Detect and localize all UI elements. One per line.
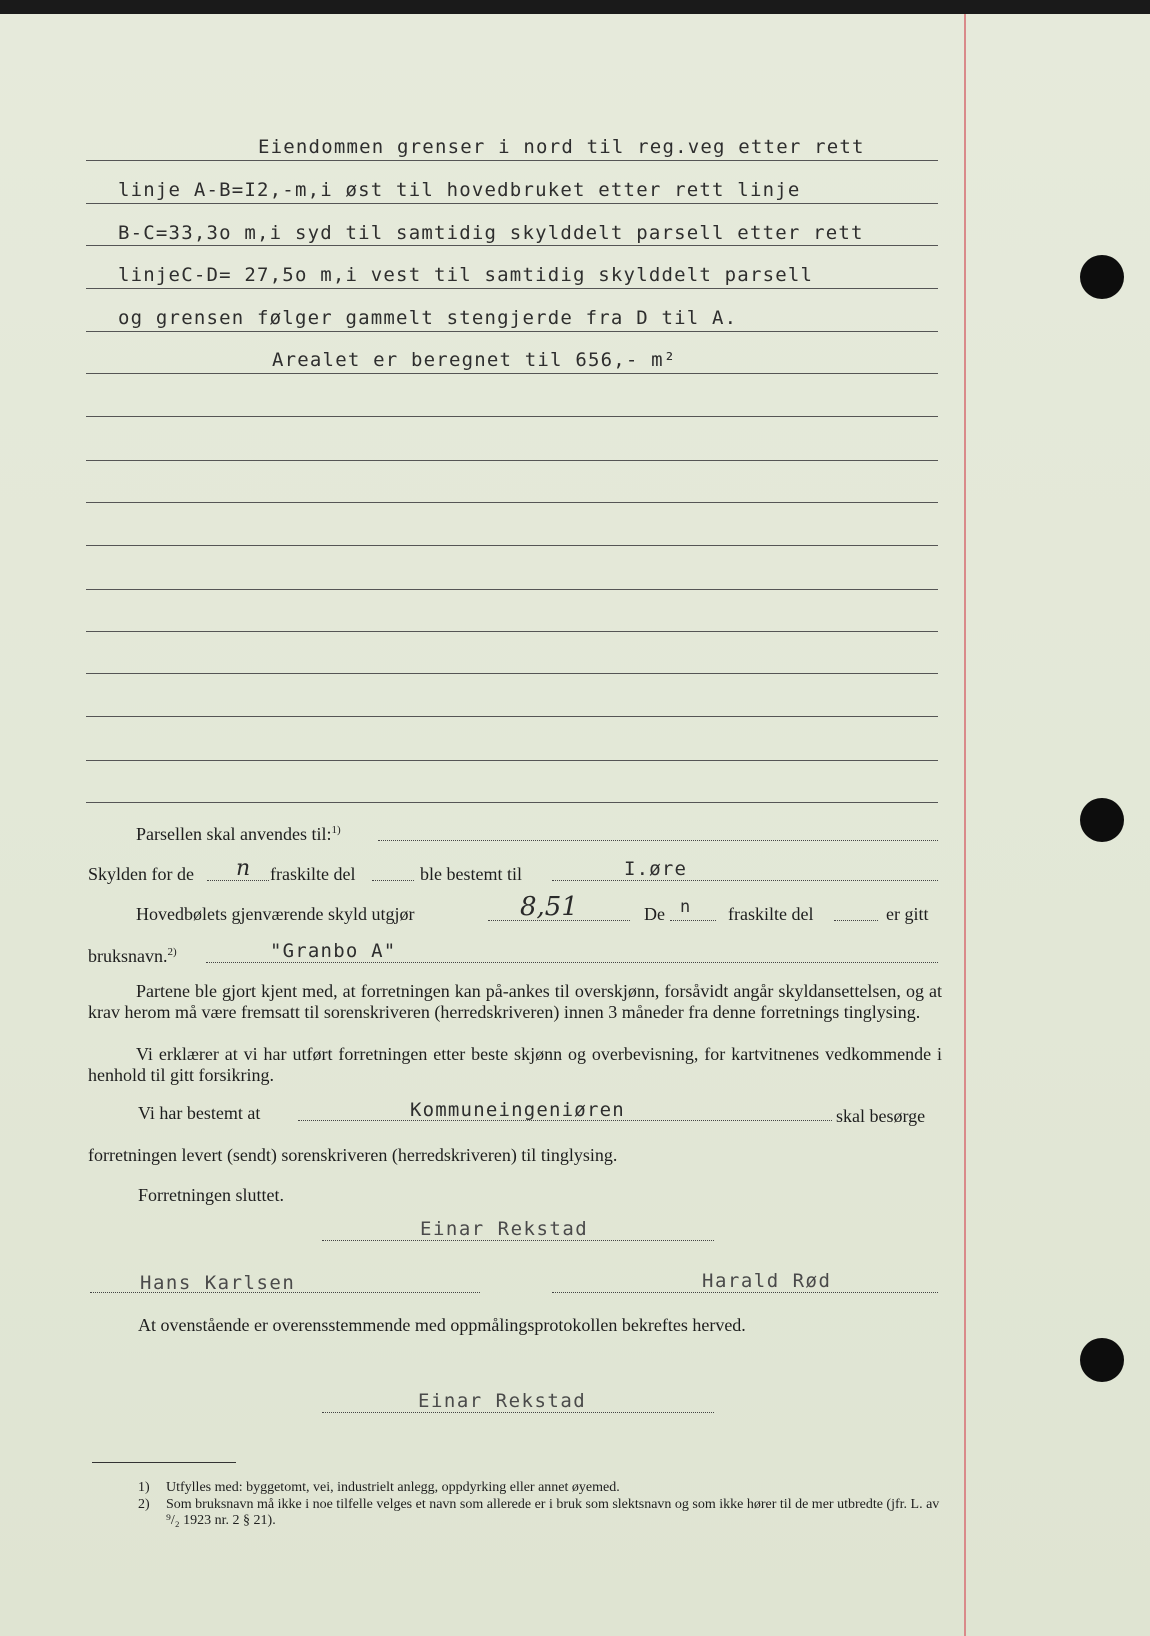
signature-line [552,1292,938,1293]
skyld-de-value: n [236,856,251,881]
binder-hole [1080,798,1124,842]
footnote-ref: 1) [331,824,341,836]
ruled-line [86,631,938,632]
ruled-line [86,802,938,803]
footnote-1-ref: 1) [138,1480,150,1495]
bruksnavn-field[interactable] [206,962,938,963]
signature-main: Einar Rekstad [420,1218,589,1240]
de-label: De [644,904,665,924]
ruled-line [86,673,938,674]
use-label: Parsellen skal anvendes til: [136,824,332,844]
de-value: n [680,897,692,917]
levert-line: forretningen levert (sendt) sorenskriveren (herredskriveren) til tinglysing. [88,1145,618,1165]
bestemt-til-label: ble bestemt til [420,864,522,884]
signature-confirm: Einar Rekstad [418,1390,587,1412]
fraskilte-label: fraskilte del [270,864,356,884]
bruksnavn-value: "Granbo A" [270,940,397,962]
ruled-line [86,460,938,461]
ruled-line [86,760,938,761]
footnote-ref: 2) [167,946,177,958]
bruksnavn-label-wrap [88,946,177,967]
typed-line: B-C=33,3o m,i syd til samtidig skylddelt parsell etter rett [118,222,864,244]
ruled-line [86,716,938,717]
hoved-value: 8,51 [520,892,578,922]
de-field[interactable] [670,920,716,921]
bestemt-label: Vi har bestemt at [138,1103,261,1123]
typed-line: Eiendommen grenser i nord til reg.veg etter rett [258,136,865,158]
ruled-line [86,502,938,503]
fraskilte-field[interactable] [372,880,414,881]
ruled-line [86,545,938,546]
footnote-2-ref: 2) [138,1497,150,1512]
footnote-1: Utfylles med: byggetomt, vei, industrielt anlegg, oppdyrking eller annet øyemed. [166,1480,620,1495]
typed-line: linje A-B=I2,-m,i øst til hovedbruket etter rett linje [118,179,801,201]
appeal-paragraph: Partene ble gjort kjent med, at forretningen kan på-ankes til overskjønn, forsåvidt angår skyldansettelsen, og at krav herom må være fremsatt til sorenskriveren (herredskriveren) innen 3 måneder fra denne forretnings tinglysing. [88,981,942,1022]
ruled-line [86,373,938,374]
fraskilte-label-2: fraskilte del [728,904,814,924]
bestemt-value: Kommuneingeniøren [410,1099,625,1121]
hoved-label: Hovedbølets gjenværende skyld utgjør [136,904,415,924]
ruled-line [86,160,938,161]
fraskilte-field-2[interactable] [834,920,878,921]
gitt-label: er gitt [886,904,929,924]
signature-right: Harald Rød [702,1270,832,1292]
signature-line [322,1240,714,1241]
declaration-paragraph: Vi erklærer at vi har utført forretningen etter beste skjønn og overbevisning, for kartvitnenes vedkommende i henhold til gitt forsikring. [88,1044,942,1085]
skyld-value-field[interactable] [552,880,938,881]
margin-rule [964,14,966,1636]
area-line: Arealet er beregnet til 656,- m² [272,349,677,371]
ruled-line [86,589,938,590]
use-label-wrap [136,824,341,845]
binder-hole [1080,1338,1124,1382]
skyld-value: I.øre [624,858,688,880]
use-field[interactable] [378,840,938,841]
skyld-label: Skylden for de [88,864,194,884]
ruled-line [86,245,938,246]
footnote-divider [92,1462,236,1463]
ruled-line [86,288,938,289]
sluttet-text: Forretningen sluttet. [138,1185,284,1205]
footnote-2: Som bruksnavn må ikke i noe tilfelle velges et navn som allerede er i bruk som slektsnavn og som ikke hører til de mer utbredte (jfr. L. av ⁹/₂ 1923 nr. 2 § 21). [166,1497,940,1528]
bruksnavn-label: bruksnavn. [88,946,168,966]
binder-hole [1080,255,1124,299]
typed-line: linjeC-D= 27,5o m,i vest til samtidig skylddelt parsell [118,264,814,286]
signature-left: Hans Karlsen [140,1272,296,1294]
signature-line [322,1412,714,1413]
confirm-line: At ovenstående er overensstemmende med oppmålingsprotokollen bekreftes herved. [138,1315,746,1335]
typed-line: og grensen følger gammelt stengjerde fra D til A. [118,307,738,329]
besorge-label: skal besørge [836,1106,926,1126]
ruled-line [86,416,938,417]
ruled-line [86,331,938,332]
ruled-line [86,203,938,204]
